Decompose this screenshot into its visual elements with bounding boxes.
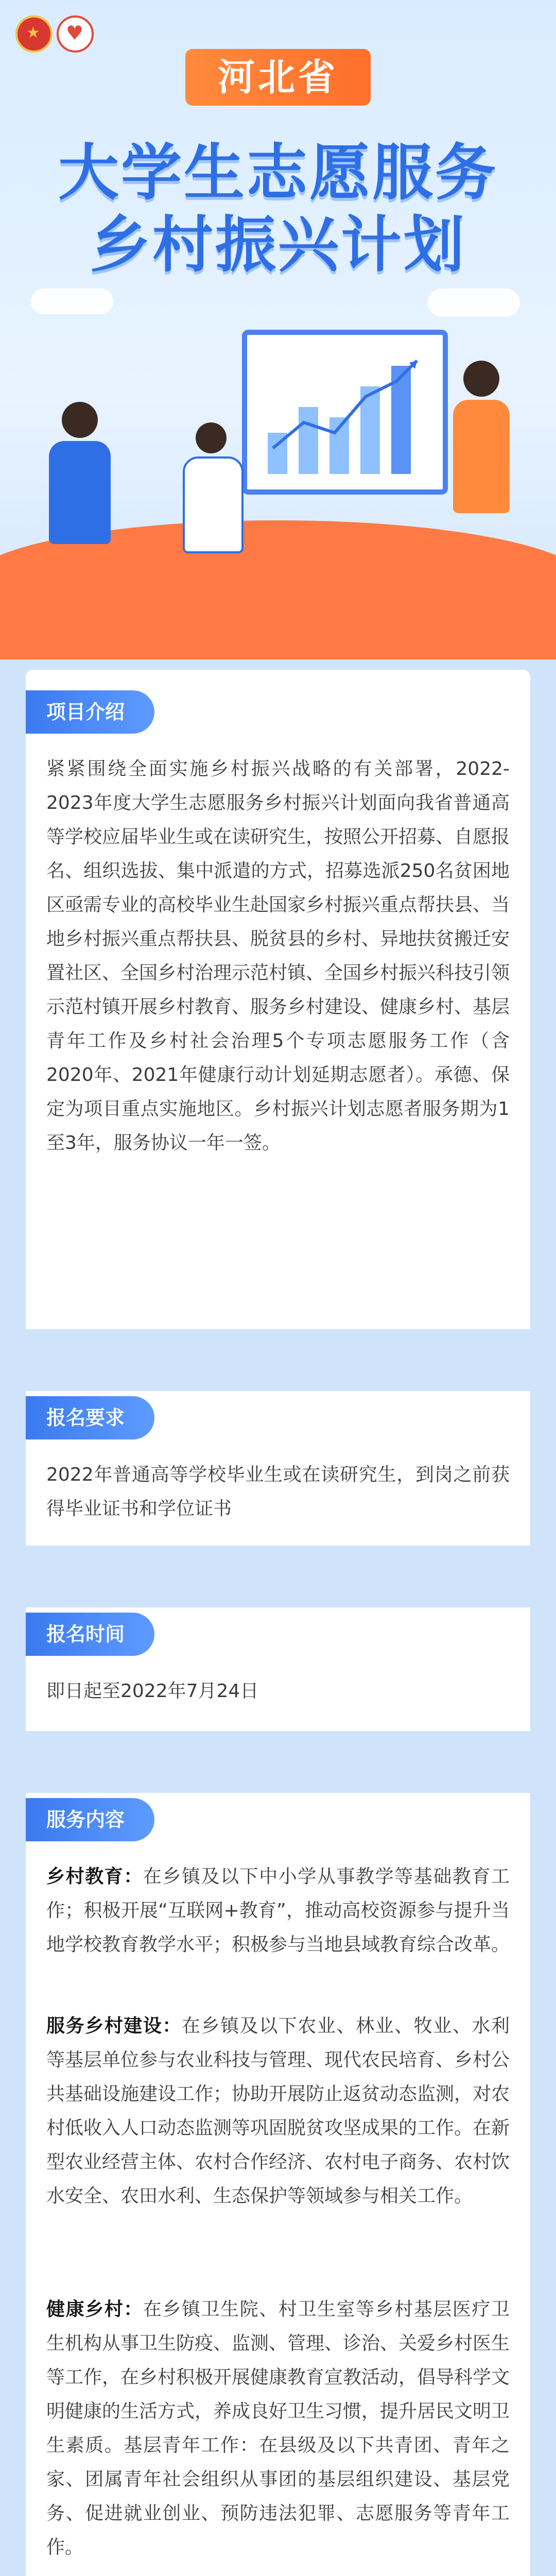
section-divider [0,1546,556,1607]
service-text: 在乡镇及以下中小学从事教学等基础教育工作；积极开展“互联网+教育”，推动高校资源参与提升当地学校教育教学水平；积极参与当地县域教育综合改革。 [46,1866,510,1955]
time-text: 即日起至2022年7月24日 [46,1681,259,1702]
section-heading-time: 报名时间 [26,1613,154,1656]
trend-line-icon [263,350,427,464]
page-title-line2: 乡村振兴计划 [89,209,466,280]
cloud-decoration [31,289,113,314]
hero-banner [0,0,556,659]
page-title-line1: 大学生志愿服务 [58,137,498,208]
service-text: 在乡镇及以下农业、林业、牧业、水利等基层单位参与农业科技与管理、现代农民培育、乡村公共基础设施建设工作；协助开展防止返贫动态监测，对农村低收入人口动态监测等巩固脱贫攻坚成果的工作。在新型农业经营主体、农村合作经济、农村电子商务、农村饮水安全、农田水利、生态保护等领域参与相关工作。 [46,2015,510,2207]
requirements-text: 2022年普通高等学校毕业生或在读研究生，到岗之前获得毕业证书和学位证书 [46,1464,510,1519]
province-badge: 河北省 [185,49,371,106]
service-label: 服务乡村建设： [46,2015,182,2037]
service-label: 健康乡村： [46,2299,143,2320]
section-heading-requirements: 报名要求 [26,1396,154,1439]
section-divider [0,1731,556,1793]
service-item-construction [46,2009,510,2213]
content-card [26,670,530,2576]
section-heading-services: 服务内容 [26,1798,154,1841]
intro-text: 紧紧围绕全面实施乡村振兴战略的有关部署，2022-2023年度大学生志愿服务乡村振兴计划面向我省普通高等学校应届毕业生或在读研究生，按照公开招募、自愿报名、组织选拔、集中派遣的方式，招募选派250名贫困地区亟需专业的高校毕业生赴国家乡村振兴重点帮扶县、当地乡村振兴重点帮扶县、脱贫县的乡村、异地扶贫搬迁安置社区、全国乡村治理示范村镇、全国乡村振兴科技引领示范村镇开展乡村教育、服务乡村建设、健康乡村、基层青年工作及乡村社会治理5个专项志愿服务工作（含2020年、2021年健康行动计划延期志愿者）。承德、保定为项目重点实施地区。乡村振兴计划志愿者服务期为1至3年，服务协议一年一签。 [46,758,510,1154]
section-heading-intro: 项目介绍 [26,690,154,734]
service-label: 乡村教育： [46,1866,143,1887]
party-emblem-icon [15,15,53,53]
chart-board-illustration [242,330,448,495]
person-illustration-left [62,402,111,544]
service-item-education [46,1860,510,1962]
cloud-decoration [427,289,520,317]
person-illustration-middle [196,422,244,553]
service-text: 在乡镇卫生院、村卫生室等乡村基层医疗卫生机构从事卫生防疫、监测、管理、诊治、关爱乡村医生等工作，在乡村积极开展健康教育宣教活动，倡导科学文明健康的生活方式，养成良好卫生习惯，提升居民文明卫生素质。基层青年工作：在县级及以下共青团、青年之家、团属青年社会组织从事团的基层组织建设、基层党务、促进就业创业、预防违法犯罪、志愿服务等青年工作。 [46,2299,510,2558]
service-item-health [46,2293,510,2565]
section-divider [0,1329,556,1391]
volunteer-heart-icon [57,15,94,53]
person-illustration-right [463,361,510,513]
